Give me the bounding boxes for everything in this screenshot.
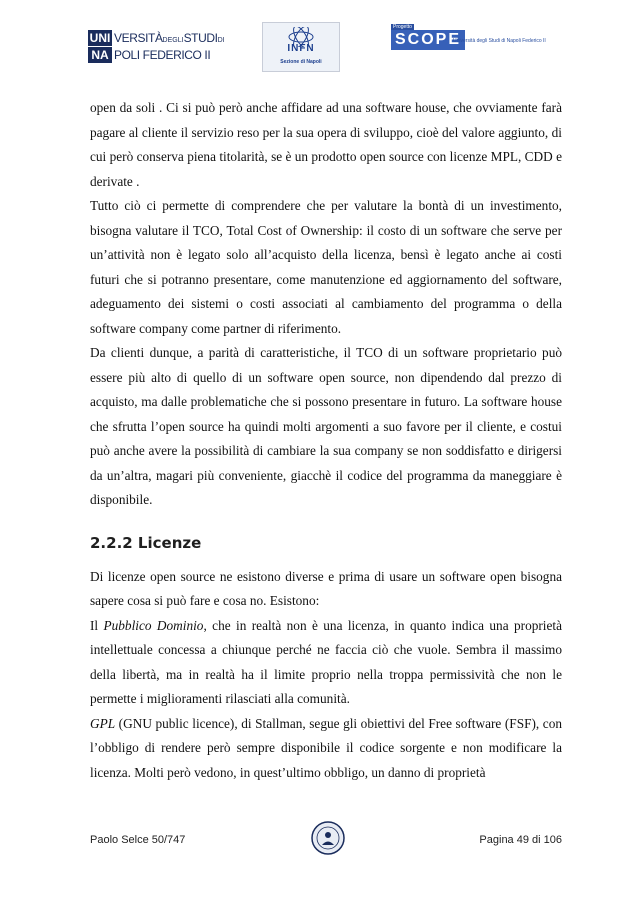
page-header <box>88 22 548 72</box>
infn-logo-subtitle: Sezione di Napoli <box>280 59 322 65</box>
page-body <box>90 96 562 785</box>
unina-logo <box>88 30 225 64</box>
scope-logo <box>391 24 547 52</box>
unina-logo-text-bottom: POLI FEDERICO II <box>114 48 211 62</box>
footer-page-number: Pagina 49 di 106 <box>479 834 562 846</box>
scope-logo-subtitle: Università degli Studi di Napoli Federico II <box>453 38 546 44</box>
infn-logo <box>262 22 340 72</box>
scope-logo-word: SCOPE <box>391 30 465 50</box>
paragraph-4: Di licenze open source ne esistono diverse e prima di usare un software open bisogna sapere cosa si può fare e cosa no. Esistono: <box>90 568 562 608</box>
term-gpl: GPL <box>90 715 116 731</box>
paragraph-1: open da soli . Ci si può però anche affidare ad una software house, che ovviamente farà pagare al cliente il servizio reso per la sua opera di sviluppo, cioè del valore aggiunto, di cui però conserva piena titolarità, se è un prodotto open source con licenze MPL, CDD e derivate . <box>90 100 562 189</box>
unina-logo-box-bottom: NA <box>88 47 112 63</box>
term-pubblico-dominio: Pubblico Dominio <box>103 617 204 633</box>
section-title: 2.2.2 Licenze <box>90 533 202 552</box>
paragraph-6: GPL (GNU public licence), di Stallman, segue gli obiettivi del Free software (FSF), con l’obbligo di rendere però sempre disponibile il codice sorgente e non modificare la licenza. Molti però vedono, in quest’ultimo obbligo, un danno di proprietà <box>90 715 562 780</box>
paragraph-3: Da clienti dunque, a parità di caratteristiche, il TCO di un software proprietario può essere più alto di quello di un software open source, non dipendendo dal prezzo di acquisto, ma dalle problematiche che si possono presentare in futuro. La software house che sfrutta l’open source ha quindi molti argomenti a suo favore per il cliente, e costui può anche avere la possibilità di cambiare la sua company se non soddisfatto e dirigersi da un’altra, magari più conveniente, giacchè il codice del programma da maneggiare è disponibile. <box>90 345 562 507</box>
paragraph-5: Il Pubblico Dominio, che in realtà non è una licenza, in quanto indica una proprietà intellettuale concessa a chiunque perché ne faccia ciò che vuole. Sembra il massimo della libertà, ma in realtà ha il limite proprio nella troppa permissività che non le permette i miglioramenti rilasciati alla comunità. <box>90 617 562 706</box>
footer-author: Paolo Selce 50/747 <box>90 834 186 846</box>
infn-logo-name: INFN <box>287 43 315 54</box>
paragraph-2: Tutto ciò ci permette di comprendere che per valutare la bontà di un investimento, bisogna valutare il TCO, Total Cost of Ownership: il costo di un software che serve per un’attività non è legato solo all’acquisto della licenza, bensì è legato anche ai costi futuri che si potranno presentare, come manutenzione ed aggiornamento del software, adeguamento dei sistemi o costi associati al cambiamento del programma o della software company come partner di riferimento. <box>90 198 562 336</box>
university-seal-icon <box>310 820 346 856</box>
unina-logo-box-top: UNI <box>89 31 111 45</box>
scope-logo-tag: Progetto <box>393 24 412 30</box>
unina-logo-text-top: VERSITÀDEGLISTUDIDI <box>114 31 225 45</box>
page-footer <box>90 820 562 860</box>
